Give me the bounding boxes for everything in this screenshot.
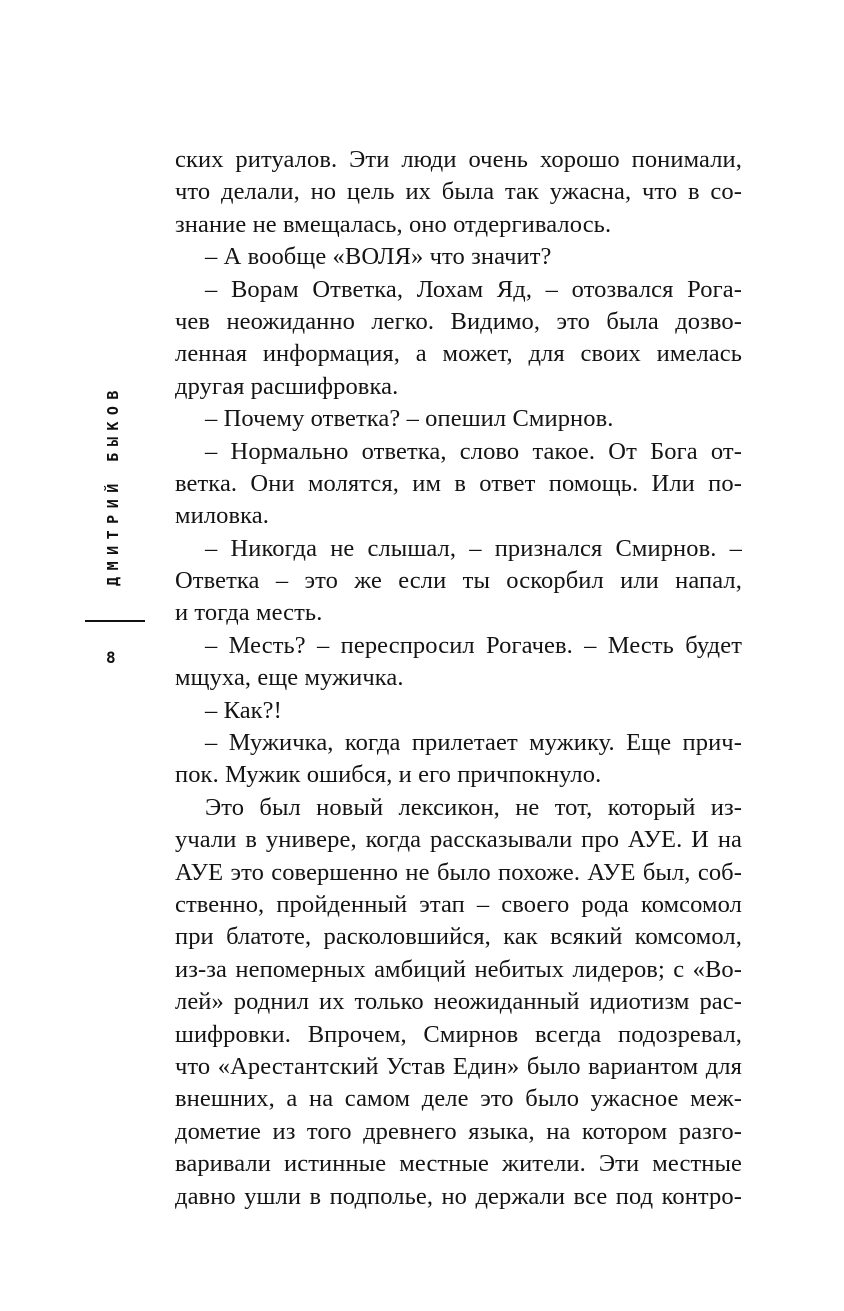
text-line: учали в универе, когда рассказывали про АУЕ. И на [175, 826, 742, 854]
text-line: АУЕ это совершенно не было похоже. АУЕ был, соб- [175, 858, 742, 886]
text-line: ских ритуалов. Эти люди очень хорошо понимали, [175, 146, 742, 173]
text-line: лей» роднил их только неожиданный идиотизм рас- [175, 988, 742, 1016]
page-number: 8 [106, 648, 116, 667]
text-line: мщуха, еще мужичка. [175, 664, 404, 692]
text-line: – Мужичка, когда прилетает мужику. Еще прич- [205, 729, 742, 757]
text-line: – Месть? – переспросил Рогачев. – Месть будет [205, 631, 742, 659]
text-line: что делали, но цель их была так ужасна, что в со- [175, 178, 742, 206]
text-line: ственно, пройденный этап – своего рода комсомол [175, 890, 742, 918]
text-line: – Почему ответка? – опешил Смирнов. [205, 405, 614, 433]
text-line: Ответка – это же если ты оскорбил или напал, [175, 567, 742, 595]
text-line: внешних, а на самом деле это было ужасное меж- [175, 1085, 742, 1113]
text-line: из-за непомерных амбиций небитых лидеров; с «Во- [175, 955, 742, 983]
text-line: варивали истинные местные жители. Эти местные [175, 1150, 742, 1178]
text-line: – А вообще «ВОЛЯ» что значит? [205, 243, 552, 271]
text-line: знание не вмещалась, оно отдергивалось. [175, 210, 612, 238]
text-line: – Как?! [205, 696, 282, 724]
text-line: и тогда месть. [175, 599, 323, 627]
running-head-author: ДМИТРИЙ БЫКОВ [104, 384, 122, 586]
text-line: – Ворам Ответка, Лохам Яд, – отозвался Рога- [205, 275, 742, 303]
body-text [175, 144, 742, 1213]
text-line: другая расшифровка. [175, 372, 399, 400]
text-line: ленная информация, а может, для своих имелась [175, 340, 742, 368]
text-line: миловка. [175, 502, 269, 530]
text-line: шифровки. Впрочем, Смирнов всегда подозревал, [175, 1020, 742, 1048]
text-line: ветка. Они молятся, им в ответ помощь. Или по- [175, 469, 742, 497]
text-line: при блатоте, расколовшийся, как всякий комсомол, [175, 923, 742, 951]
text-line: Это был новый лексикон, не тот, который из- [205, 793, 742, 821]
text-line: что «Арестантский Устав Един» было вариантом для [175, 1052, 742, 1080]
text-line: чев неожиданно легко. Видимо, это была дозво- [175, 307, 742, 335]
text-line: – Никогда не слышал, – признался Смирнов. – [205, 534, 742, 562]
running-head-divider [85, 620, 145, 622]
text-line: дометие из того древнего языка, на котором разго- [175, 1117, 742, 1145]
text-line: – Нормально ответка, слово такое. От Бога от- [205, 437, 742, 465]
text-line: давно ушли в подполье, но держали все под контро- [175, 1182, 742, 1210]
text-line: пок. Мужик ошибся, и его причпокнуло. [175, 761, 602, 789]
